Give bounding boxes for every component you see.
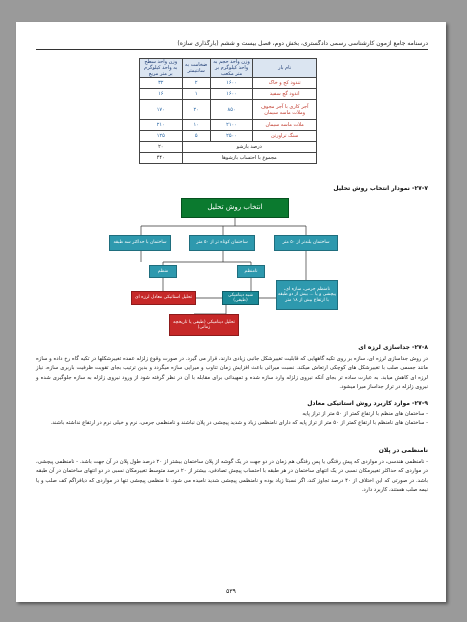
section-title: ۲۷-۷- نمودار انتخاب روش تحلیل — [333, 185, 428, 192]
flowchart-node: ساختمان با حداکثر سه طبقه — [109, 235, 171, 251]
document-page — [16, 22, 446, 602]
list-item: - ساختمان های نامنظم با ارتفاع کمتر از ۵۰ متر از تراز پایه که دارای نامنظمی زیاد و شدید پیچشی در پلان نباشند و نامنظمی جرمی، نرم و خیلی نرم در ارتفاع نداشته باشند. — [50, 420, 428, 426]
flowchart-node: نامنظم — [237, 265, 265, 278]
table-summary-row — [140, 142, 317, 153]
summary-label: درصد بازشو — [182, 142, 317, 153]
table-cell: اندود گچ سفید — [253, 89, 317, 100]
table-row — [140, 78, 317, 89]
header-rule — [36, 49, 428, 50]
page-number: ۵۳۹ — [226, 588, 236, 595]
table-cell: ۱۶ — [140, 89, 183, 100]
flowchart-node: نامنظم جرمی، سازه ای، پیچشی و یا ... بیش از دو طبقه با ارتفاع بیش از ۱۸ متر — [276, 280, 338, 310]
table-cell: ۵ — [182, 131, 210, 142]
table-row — [140, 131, 317, 142]
table-header-cell: وزن واحد سطح به واحد کیلوگرم بر متر مربع — [140, 59, 183, 78]
summary-label: مجموع با احتساب بازشوها — [182, 153, 317, 164]
table-cell: ۲۵۰۰ — [210, 131, 252, 142]
summary-value: ۴۴۰ — [140, 153, 183, 164]
table-cell: ۲۱۰ — [140, 120, 183, 131]
table-cell: ۱۲۵ — [140, 131, 183, 142]
table-header-cell: نام بار — [253, 59, 317, 78]
load-table — [139, 58, 317, 164]
table-cell: آجر کاری با آجر مجوف وملات ماسه سیمان — [253, 100, 317, 120]
table-cell: ۱۷۰ — [140, 100, 183, 120]
table-header-row — [140, 59, 317, 78]
table-cell: ۲۱۰۰ — [210, 120, 252, 131]
section-paragraph: - نامنظمی هندسی، در مواردی که پیش رفتگی یا پس رفتگی هم زمان در دو جهت در یک گوشه از پلان ساختمان بیشتر از ۲۰ درصد طول پلان در آن جهت باشد. - نامنظمی پیچشی، در مواردی که حداکثر تغییرمکان نسبی در یک انتهای ساختمان در هر طبقه با احتساب پیچش تصادفی، بیشتر از ۲۰ درصد متوسط تغییرمکان نسبی در دو انتهای ساختمان در آن طبقه باشد. در صورتی که این اختلاف از ۴۰ درصد تجاوز کند، اگر نسبتا زیاد بوده و نامنظمی پیچشی شدید نامیده می شود. نا منظمی پیچشی تنها در مواردی که دیافراگم کف صلب و یا نیمه صلب هستند، کاربرد دارد. — [36, 459, 428, 494]
table-cell: ۱۰ — [182, 120, 210, 131]
table-cell: ۱۶۰۰ — [210, 89, 252, 100]
table-cell: ۸۵۰ — [210, 100, 252, 120]
table-cell: ملات ماسه سیمان — [253, 120, 317, 131]
table-row — [140, 120, 317, 131]
flowchart-node: تحلیل دینامیکی (طیفی یا تاریخچه زمانی) — [169, 314, 239, 336]
table-row — [140, 89, 317, 100]
table-row — [140, 100, 317, 120]
flowchart-node: تحلیل استاتیکی معادل لرزه ای — [131, 291, 196, 305]
flowchart-node: منظم — [149, 265, 177, 278]
flowchart-node: شبه دینامیکی (طیفی) — [222, 291, 259, 305]
flowchart-root: انتخاب روش تحلیل — [181, 198, 289, 218]
table-cell: تندود کج و خاک — [253, 78, 317, 89]
table-cell: ۱ — [182, 89, 210, 100]
running-header: درسنامه جامع آزمون کارشناسی رسمی دادگستری، بخش دوم، فصل بیست و ششم (بارگذاری سازه) — [177, 40, 428, 47]
list-item: - ساختمان های منظم با ارتفاع کمتر از ۵۰ متر از تراز پایه — [302, 411, 428, 417]
table-cell: سنگ تراورتن — [253, 131, 317, 142]
table-cell: ۱۶۰۰ — [210, 78, 252, 89]
table-cell: ۳۲ — [140, 78, 183, 89]
section-paragraph: در روش جداسازی لرزه ای، سازه بر روی تکیه گاههایی که قابلیت تغییرشکل جانبی زیادی دارند، قرار می گیرد. در صورت وقوع زلزله عمده تغییرشکلها در تکیه گاه رخ داده و سازه مانند جسمی صلب با تغییرشکل های کوچکی ارتعاش میکند. نسبت میرائی باعث افزایش زمان تناوب و میرایی سازه میگردد و بدین ترتیب بجای تقویت ظرفیت باربری سازه، نیاز لرزه ای کاهش میابد. به عبارت ساده تر بجای آنکه نیروی زلزله وارد سازه شده و تمهیداتی برای مقابله با آن در نظر گرفته شود از ورود نیروی زلزله به سازه جلوگیری شده و نیروی زلزله در تراز جداساز میرا میشود. — [36, 356, 428, 391]
table-cell: ۲۰ — [182, 100, 210, 120]
table-summary-row — [140, 153, 317, 164]
section-title: نامنظمی در پلان — [378, 447, 428, 454]
section-title: ۲۷-۹- موارد کاربرد روش استاتیکی معادل — [307, 400, 428, 407]
flowchart-node: ساختمان بلندتر از ۵۰ متر — [274, 235, 338, 251]
flowchart-node: ساختمان کوتاه تر از ۵۰ متر — [189, 235, 255, 251]
section-title: ۲۷-۸- جداسازی لرزه ای — [358, 344, 428, 351]
table-cell: ۲ — [182, 78, 210, 89]
table-header-cell: وزن واحد حجم به واحد کیلوگرم بر متر مکعب — [210, 59, 252, 78]
table-header-cell: ضخامت به سانتیمتر — [182, 59, 210, 78]
summary-value: ۲۰ — [140, 142, 183, 153]
